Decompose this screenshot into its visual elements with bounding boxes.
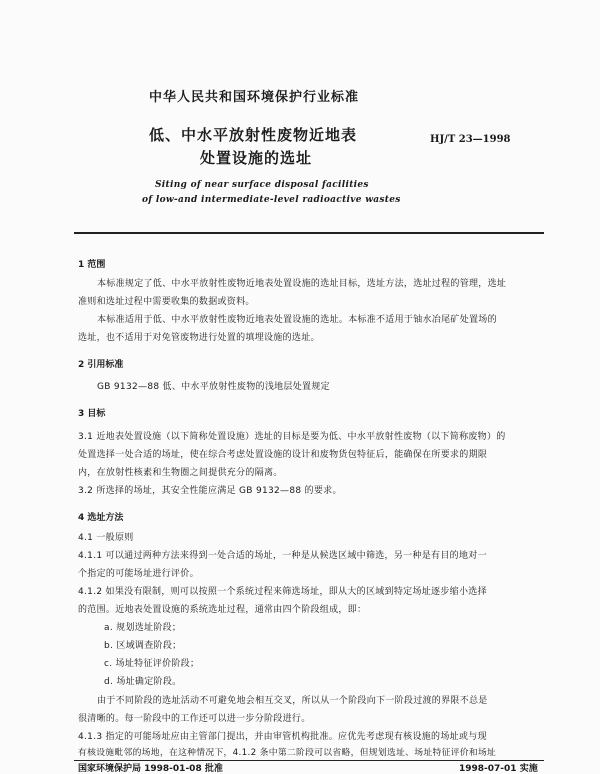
s2-reference: GB 9132—88 低、中水平放射性废物的浅地层处置规定 xyxy=(97,382,330,392)
approval-note: 国家环境保护局 1998-01-08 批准 xyxy=(78,764,223,774)
section-2-heading: 2 引用标准 xyxy=(78,360,124,370)
para-after-list-line2: 很清晰的。每一阶段中的工作还可以进一步分阶段进行。 xyxy=(78,714,311,724)
section-1-heading: 1 范围 xyxy=(78,260,106,270)
standard-code: HJ/T 23—1998 xyxy=(430,134,511,145)
section-4-heading: 4 选址方法 xyxy=(78,513,124,523)
doc-title-line2: 处置设施的选址 xyxy=(200,149,313,167)
list-item-a: a. 规划选址阶段； xyxy=(104,623,182,633)
s4-1-1-line2: 个指定的可能场址进行评价。 xyxy=(78,569,199,579)
s3-1-line3: 内，在放射性核素和生物圈之间提供充分的隔离。 xyxy=(78,468,283,478)
s4-1-2-line2: 的范围。近地表处置设施的系统选址过程，通常由四个阶段组成，即： xyxy=(78,605,367,615)
list-item-d: d. 场址确定阶段。 xyxy=(104,677,182,687)
doc-title-line1: 低、中水平放射性废物近地表 xyxy=(149,126,358,144)
header-rule xyxy=(74,232,544,234)
s3-2: 3.2 所选择的场址，其安全性能应满足 GB 9132—88 的要求。 xyxy=(78,486,342,496)
s4-1-3-line2: 有核设施毗邻的场地，在这种情况下，4.1.2 条中第二阶段可以省略，但规划选址、场址特征评价和场址 xyxy=(78,748,497,758)
s3-1-line1: 3.1 近地表处置设施（以下简称处置设施）选址的目标是要为低、中水平放射性废物（以下简称废物）的 xyxy=(78,432,506,442)
s1-para1-line1: 本标准规定了低、中水平放射性废物近地表处置设施的选址目标，选址方法，选址过程的管理，选址 xyxy=(97,279,507,289)
org-title: 中华人民共和国环境保护行业标准 xyxy=(149,90,360,105)
s1-para2-line1: 本标准适用于低、中水平放射性废物近地表处置设施的选址。本标准不适用于铀水冶尾矿处置场的 xyxy=(97,315,497,325)
english-title-line2: of low-and intermediate-level radioactive wastes xyxy=(142,195,401,205)
s1-para2-line2: 选址，也不适用于对免管废物进行处置的填埋设施的选址。 xyxy=(78,333,320,343)
s4-1-3-line1: 4.1.3 指定的可能场址应由主管部门提出，并由审管机构批准。应优先考虑现有核设施的场址或与现 xyxy=(78,732,487,742)
english-title-line1: Siting of near surface disposal facilities xyxy=(155,180,369,190)
s4-1-1-line1: 4.1.1 可以通过两种方法来得到一处合适的场址，一种是从候选区域中筛选，另一种是有目的地对一 xyxy=(78,551,487,561)
section-3-heading: 3 目标 xyxy=(78,409,106,419)
list-item-c: c. 场址特征评价阶段； xyxy=(104,659,200,669)
list-item-b: b. 区域调查阶段； xyxy=(104,641,182,651)
s1-para1-line2: 准则和选址过程中需要收集的数据或资料。 xyxy=(78,297,255,307)
s4-1: 4.1 一般原则 xyxy=(78,533,134,543)
s4-1-2-line1: 4.1.2 如果没有限制，则可以按照一个系统过程来筛选场址，即从大的区域到特定场址逐步缩小选择 xyxy=(78,587,487,597)
s3-1-line2: 处置选择一处合适的场址，使在综合考虑处置设施的设计和废物货包特征后，能确保在所要求的期限 xyxy=(78,450,488,460)
para-after-list-line1: 由于不同阶段的选址活动不可避免地会相互交叉，所以从一个阶段向下一阶段过渡的界限不总是 xyxy=(97,696,488,706)
effective-note: 1998-07-01 实施 xyxy=(459,764,538,774)
